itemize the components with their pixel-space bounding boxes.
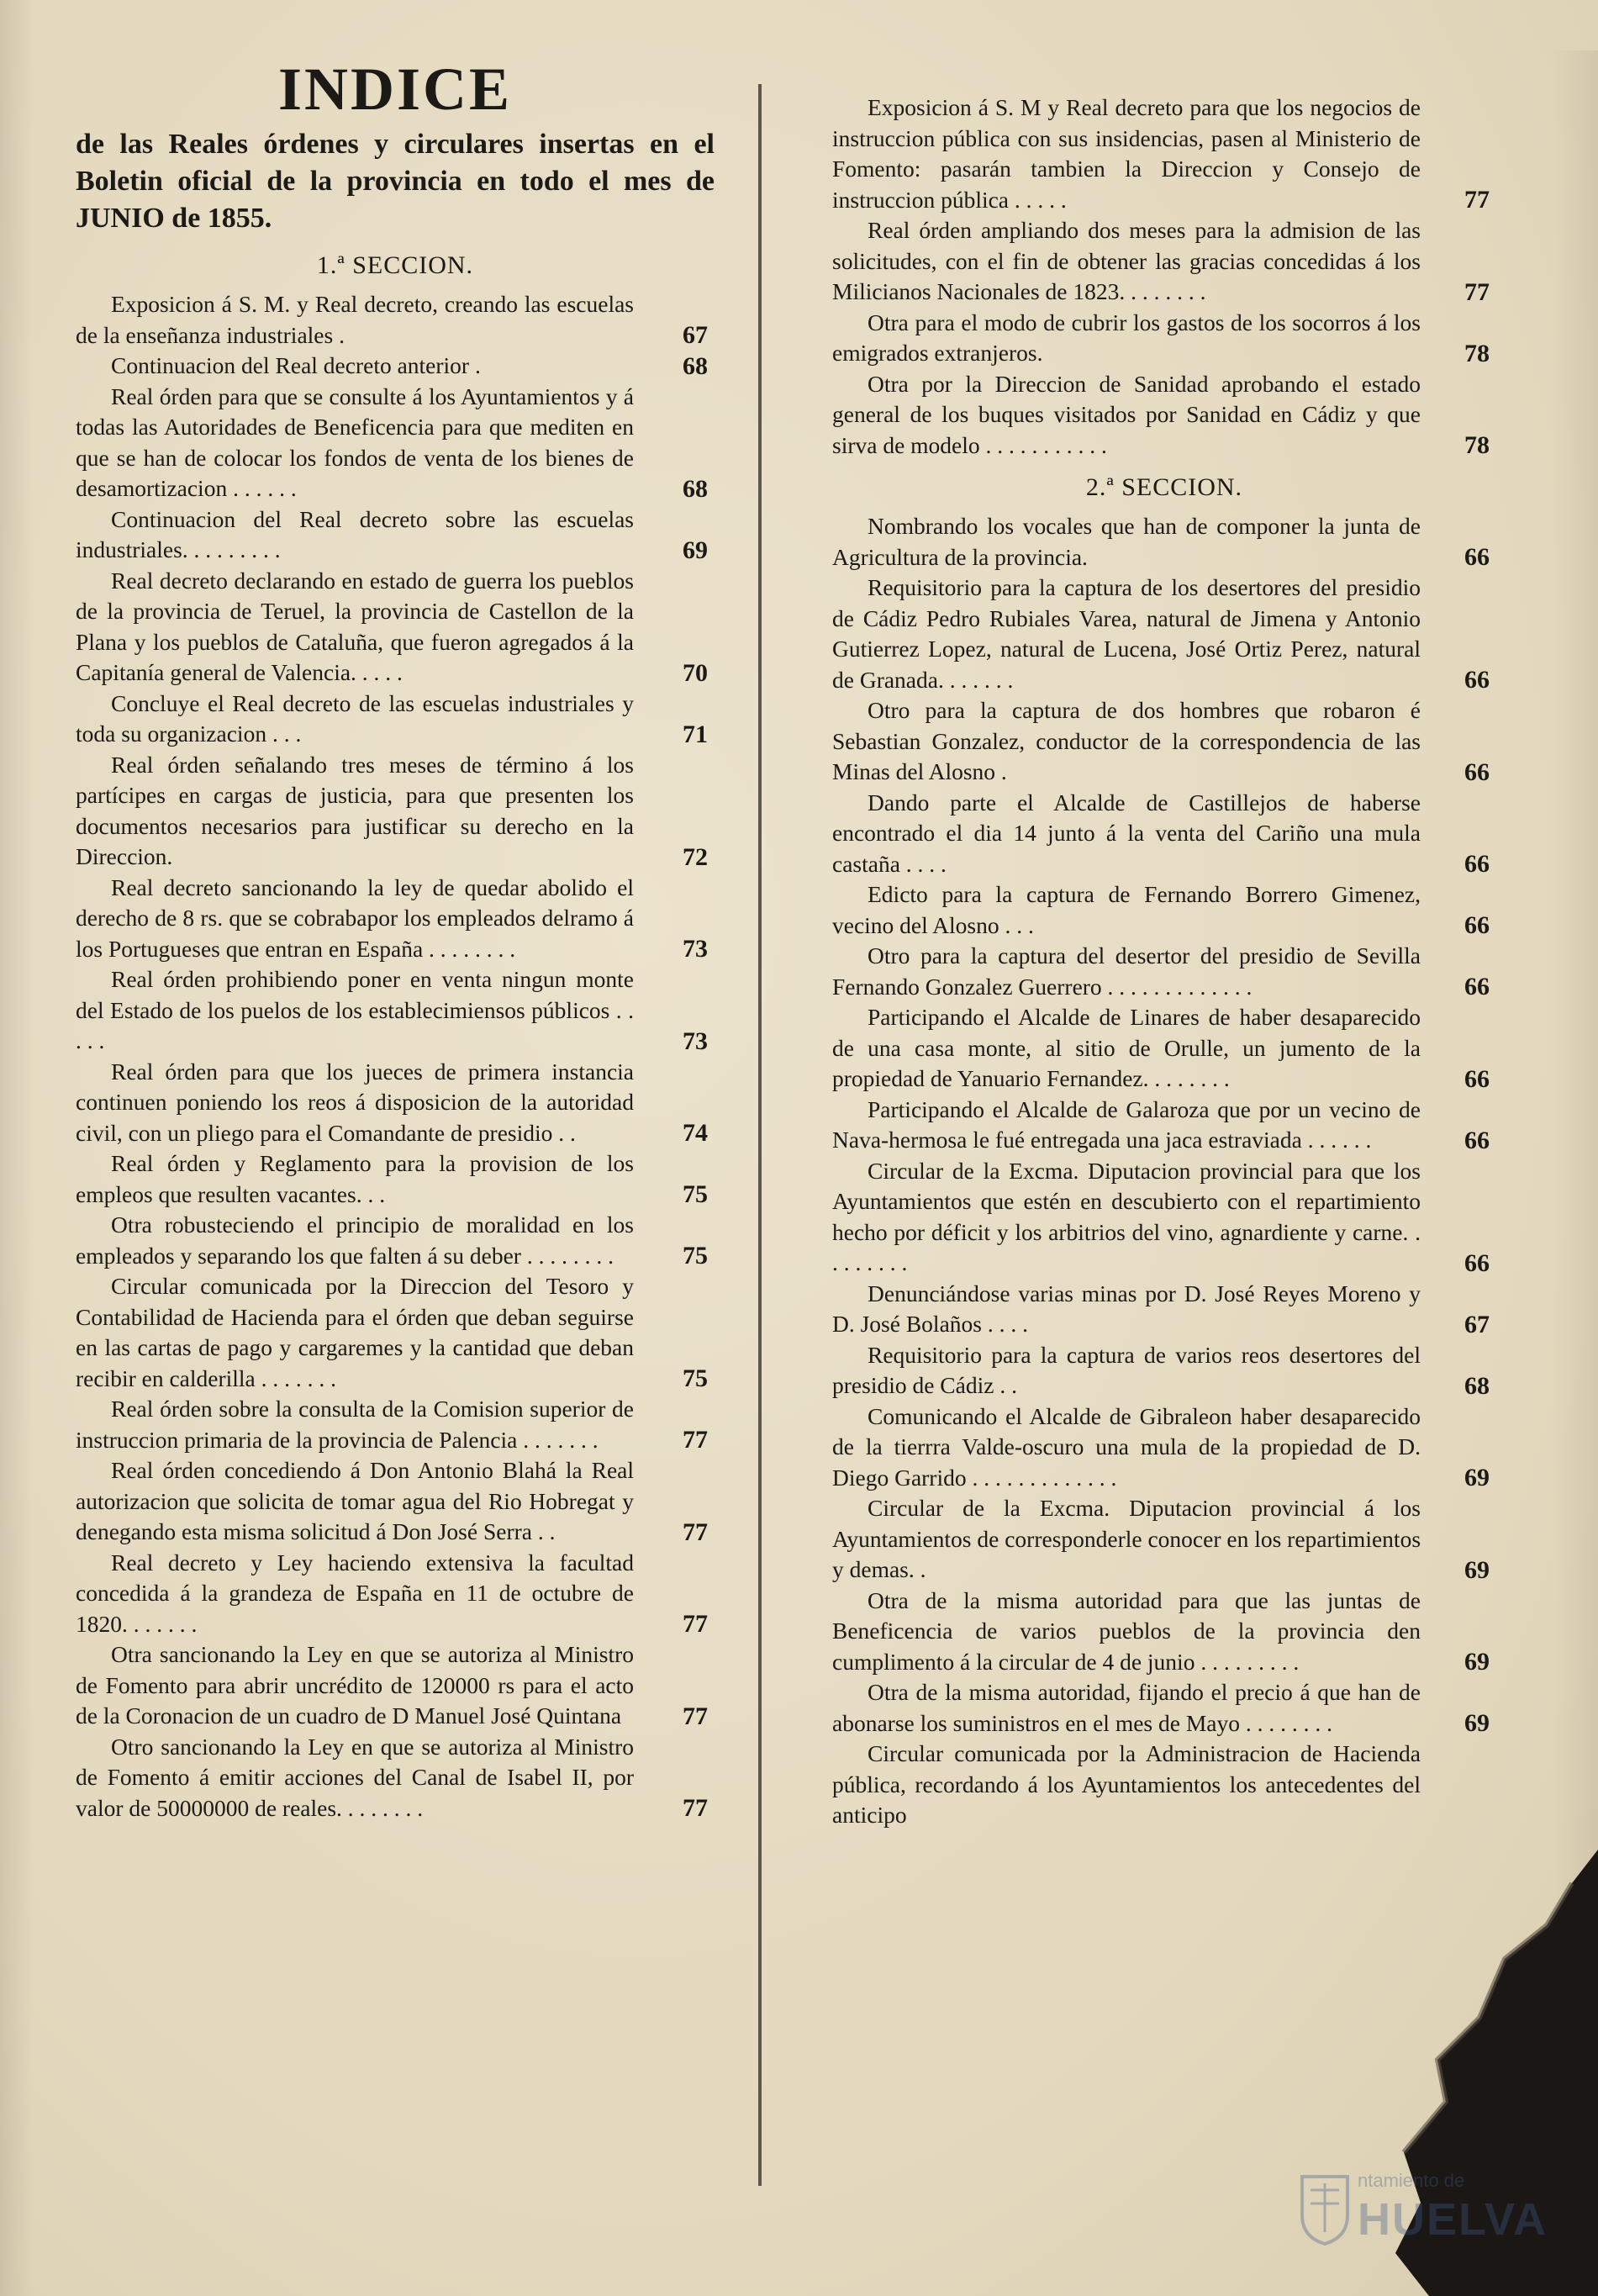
entry-page-number: 73 (683, 935, 708, 963)
entry-page-number: 69 (683, 536, 708, 564)
entry-text: Requisitorio para la captura de los desertores del presidio de Cádiz Pedro Rubiales Varea, natural de Jimena y Antonio Gutierrez Lopez, natural de Lucena, José Ortiz Perez, natural de Granada. . . . . . . (832, 574, 1421, 693)
entry-page-number: 77 (683, 1702, 708, 1730)
entry-text: Otra robusteciendo el principio de moralidad en los empleados y separando los que falten á su deber . . . . . . . . (76, 1211, 634, 1269)
index-entry (76, 566, 715, 689)
entry-page-number: 77 (683, 1426, 708, 1454)
page-subtitle: de las Reales órdenes y circulares insertas en el Boletin oficial de la provincia en todo el mes de JUNIO de 1855. (76, 129, 715, 234)
entry-page-number: 66 (1464, 1248, 1490, 1277)
entry-text: Otra de la misma autoridad para que las juntas de Beneficencia de varios pueblos de la provincia den cumplimento á la circular de 4 de junio . . . . . . . . . (832, 1586, 1421, 1675)
entry-page-number: 67 (1464, 1310, 1490, 1338)
entry-text: Dando parte el Alcalde de Castillejos de haberse encontrado el dia 14 junto á la venta del Cariño una mula castaña . . . . (832, 789, 1421, 877)
index-entry (832, 1493, 1496, 1586)
entry-page-number: 75 (683, 1180, 708, 1208)
index-entry (76, 689, 715, 750)
entry-page-number: 69 (1464, 1709, 1490, 1737)
entry-text: Circular de la Excma. Diputacion provincial á los Ayuntamientos de corresponderle conocer en los repartimientos y demas. . (832, 1495, 1421, 1582)
entry-page-number: 74 (683, 1119, 708, 1147)
section-1-heading: 1.ª SECCION. (316, 251, 474, 279)
index-entry (76, 1271, 715, 1394)
stamp-main-text: HUELVA (1358, 2194, 1548, 2245)
index-entry (832, 1401, 1496, 1494)
entry-text: Otro para la captura del desertor del presidio de Sevilla Fernando Gonzalez Guerrero . . . . . . . . . . . . . (832, 942, 1421, 1000)
section-1-entries (76, 289, 715, 1824)
entry-page-number: 66 (1464, 757, 1490, 786)
entry-text: Edicto para la captura de Fernando Borrero Gimenez, vecino del Alosno . . . (832, 881, 1421, 938)
page-title: INDICE (277, 55, 513, 123)
entry-text: Otra para el modo de cubrir los gastos de los socorros á los emigrados extranjeros. (832, 309, 1421, 366)
archive-stamp (1299, 2165, 1548, 2266)
entry-text: Real órden señalando tres meses de término á los partícipes en cargas de justicia, para que presenten los documentos necesarios para justificar su derecho en la Direccion. (76, 751, 634, 869)
entry-text: Real órden para que los jueces de primera instancia continuen poniendo los reos á disposicion de la autoridad civil, con un pliego para el Comandante de presidio . . (76, 1058, 634, 1146)
entry-text: Exposicion á S. M. y Real decreto, creando las escuelas de la enseñanza industriales . (76, 291, 634, 348)
entry-text: Circular comunicada por la Administracion de Hacienda pública, recordando á los Ayuntamientos los antecedentes del anticipo (832, 1740, 1421, 1828)
entry-page-number: 77 (1464, 277, 1490, 306)
entry-text: Real órden para que se consulte á los Ayuntamientos y á todas las Autoridades de Beneficencia para que mediten en que se han de colocar los fondos de venta de los bienes de desamortizacion . . . . . . (76, 383, 634, 501)
index-entry (832, 1002, 1496, 1095)
column-divider (758, 84, 762, 2186)
entry-page-number: 70 (683, 658, 708, 687)
index-entry (76, 1548, 715, 1640)
entry-text: Requisitorio para la captura de varios reos desertores del presidio de Cádiz . . (832, 1341, 1421, 1398)
index-entry (76, 1394, 715, 1455)
entry-page-number: 77 (683, 1517, 708, 1546)
index-entry (832, 1156, 1496, 1279)
entry-page-number: 69 (1464, 1648, 1490, 1676)
index-entry (832, 1279, 1496, 1340)
stamp-top-text: ntamiento de (1358, 2170, 1465, 2191)
entry-text: Continuacion del Real decreto anterior . (111, 352, 481, 378)
entry-page-number: 71 (683, 720, 708, 748)
index-entry (832, 1739, 1496, 1831)
entry-text: Real órden prohibiendo poner en venta ningun monte del Estado de los puelos de los establecimiensos públicos . . . . . (76, 966, 634, 1053)
index-entry (76, 382, 715, 504)
entry-text: Otro para la captura de dos hombres que robaron é Sebastian Gonzalez, conductor de la correspondencia de las Minas del Alosno . (832, 697, 1421, 784)
entry-text: Participando el Alcalde de Galaroza que por un vecino de Nava-hermosa le fué entregada una jaca estraviada . . . . . . (832, 1095, 1421, 1153)
entry-page-number: 73 (683, 1027, 708, 1055)
index-entry (76, 750, 715, 873)
index-entry (76, 289, 715, 351)
index-entry (832, 1095, 1496, 1156)
entry-page-number: 78 (1464, 339, 1490, 367)
entry-page-number: 72 (683, 842, 708, 871)
section-1-continued-entries (832, 92, 1496, 461)
entry-page-number: 68 (1464, 1371, 1490, 1400)
index-entry (76, 1732, 715, 1824)
entry-page-number: 66 (1464, 973, 1490, 1000)
index-entry (76, 964, 715, 1057)
index-entry (832, 1586, 1496, 1678)
entry-page-number: 67 (683, 321, 708, 349)
index-entry (832, 695, 1496, 788)
entry-page-number: 68 (683, 351, 708, 380)
index-entry (832, 1677, 1496, 1739)
entry-page-number: 69 (1464, 1555, 1490, 1584)
entry-page-number: 69 (1464, 1464, 1490, 1491)
entry-text: Otra por la Direccion de Sanidad aprobando el estado general de los buques visitados por Sanidad en Cádiz y que sirva de modelo . . . . . . . . . . . (832, 370, 1421, 458)
entry-text: Circular de la Excma. Diputacion provincial para que los Ayuntamientos que estén en descubierto con el repartimiento hecho por déficit y los arbitrios del vino, agnardiente y carne. . . . . . . . . (832, 1157, 1421, 1275)
entry-text: Comunicando el Alcalde de Gibraleon haber desaparecido de la tierrra Valde-oscuro una mula de la propiedad de D. Diego Garrido . . . . . . . . . . . . . (832, 1402, 1421, 1491)
entry-page-number: 66 (1464, 543, 1490, 571)
index-entry (832, 369, 1496, 462)
index-entry (832, 215, 1496, 308)
index-entry (832, 573, 1496, 695)
index-entry (76, 1057, 715, 1149)
index-entry (832, 308, 1496, 369)
index-entry (76, 1148, 715, 1210)
index-entry (832, 879, 1496, 941)
index-entry (76, 873, 715, 965)
page-fold-shadow (0, 0, 34, 2296)
entry-text: Real órden concediendo á Don Antonio Blahá la Real autorizacion que solicita de tomar agua del Rio Hobregat y denegando esta misma solicitud á Don José Serra . . (76, 1457, 634, 1544)
entry-text: Real órden ampliando dos meses para la admision de las solicitudes, con el fin de obtener las gracias concedidas á los Milicianos Nacionales de 1823. . . . . . . . (832, 217, 1421, 304)
entry-text: Real decreto sancionando la ley de quedar abolido el derecho de 8 rs. que se cobrabapor los empleados delramo á los Portugueses que entran en España . . . . . . . . (76, 874, 634, 962)
index-entry (832, 788, 1496, 880)
entry-text: Circular comunicada por la Direccion del Tesoro y Contabilidad de Hacienda para el órden que deban seguirse en las cartas de pago y cargaremes y la cantidad que deban recibir en calderilla . . . . . . . (76, 1273, 634, 1391)
right-column (832, 92, 1496, 1831)
entry-page-number: 66 (1464, 1126, 1490, 1154)
entry-page-number: 66 (1464, 1064, 1490, 1093)
entry-page-number: 77 (683, 1794, 708, 1822)
entry-page-number: 66 (1464, 911, 1490, 939)
entry-text: Nombrando los vocales que han de componer la junta de Agricultura de la provincia. (832, 513, 1421, 570)
index-entry (832, 511, 1496, 573)
left-column (76, 55, 715, 1824)
entry-page-number: 66 (1464, 850, 1490, 878)
entry-page-number: 78 (1464, 431, 1490, 459)
entry-text: Real órden y Reglamento para la provision de los empleos que resulten vacantes. . . (76, 1150, 634, 1207)
index-entry (832, 92, 1496, 215)
index-entry (76, 351, 715, 382)
entry-page-number: 66 (1464, 666, 1490, 694)
entry-text: Denunciándose varias minas por D. José Reyes Moreno y D. José Bolaños . . . . (832, 1280, 1421, 1337)
entry-text: Real decreto y Ley haciendo extensiva la facultad concedida á la grandeza de España en 11 de octubre de 1820. . . . . . . (76, 1549, 634, 1637)
index-entry (76, 1455, 715, 1548)
entry-page-number: 75 (683, 1364, 708, 1392)
index-entry (76, 1639, 715, 1732)
section-2-entries (832, 511, 1496, 1831)
entry-text: Exposicion á S. M y Real decreto para que los negocios de instruccion pública con sus insidencias, pasen al Ministerio de Fomento: pasarán tambien la Direccion y Consejo de instruccion pública . . . . . (832, 94, 1421, 213)
entry-text: Concluye el Real decreto de las escuelas industriales y toda su organizacion . . . (76, 689, 634, 747)
index-entry (832, 941, 1496, 1002)
index-entry (76, 504, 715, 566)
index-entry (76, 1210, 715, 1271)
entry-text: Otro sancionando la Ley en que se autoriza al Ministro de Fomento á emitir acciones del Canal de Isabel II, por valor de 50000000 de reales. . . . . . . . (76, 1733, 634, 1821)
entry-text: Otra sancionando la Ley en que se autoriza al Ministro de Fomento para abrir uncrédito de 120000 rs para el acto de la Coronacion de un cuadro de D Manuel José Quintana (76, 1641, 634, 1729)
index-entry (832, 1340, 1496, 1401)
entry-text: Continuacion del Real decreto sobre las escuelas industriales. . . . . . . . . (76, 505, 634, 562)
section-2-heading: 2.ª SECCION. (1085, 473, 1243, 501)
entry-text: Otra de la misma autoridad, fijando el precio á que han de abonarse los suministros en el mes de Mayo . . . . . . . . (832, 1679, 1421, 1736)
entry-text: Participando el Alcalde de Linares de haber desaparecido de una casa monte, al sitio de Orulle, un jumento de la propiedad de Yanuario Fernandez. . . . . . . . (832, 1004, 1421, 1091)
entry-page-number: 77 (683, 1610, 708, 1638)
coat-of-arms-icon (1299, 2173, 1351, 2246)
entry-page-number: 75 (683, 1242, 708, 1269)
entry-page-number: 77 (1464, 186, 1490, 214)
entry-page-number: 68 (683, 474, 708, 503)
entry-text: Real órden sobre la consulta de la Comision superior de instruccion primaria de la provincia de Palencia . . . . . . . (76, 1396, 634, 1453)
entry-text: Real decreto declarando en estado de guerra los pueblos de la provincia de Teruel, la provincia de Castellon de la Plana y los pueblos de Cataluña, que fueron agregados á la Capitanía general de Valencia. . . . . (76, 567, 634, 685)
